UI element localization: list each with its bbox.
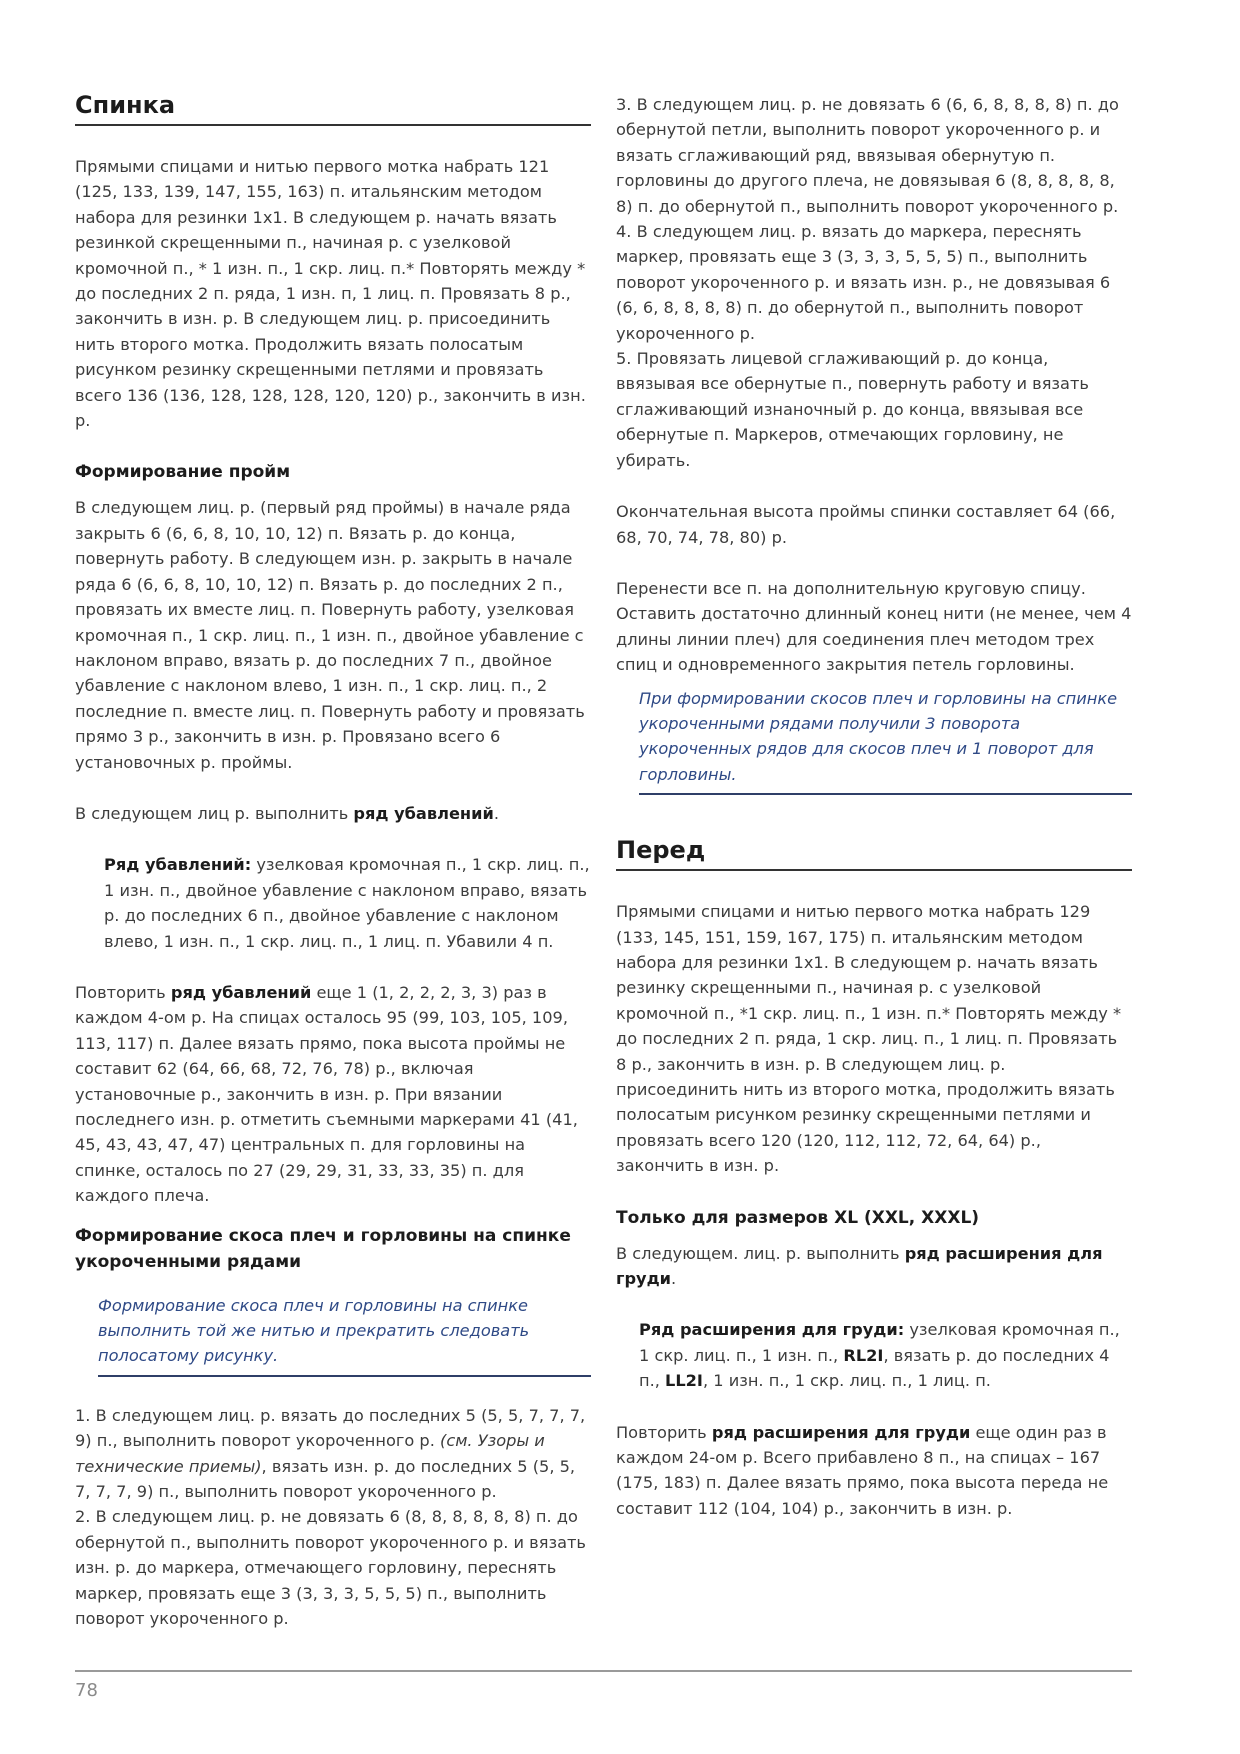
page-number: 78 bbox=[75, 1680, 98, 1701]
increase-row-label: Ряд расширения для груди: bbox=[639, 1320, 905, 1340]
section-title-front: Перед bbox=[616, 833, 1132, 871]
increase-row-definition bbox=[639, 1317, 1132, 1393]
sizes-heading: Только для размеров XL (XXL, XXXL) bbox=[616, 1207, 980, 1228]
back-note bbox=[639, 686, 1132, 796]
section-title-back: Спинка bbox=[75, 88, 591, 126]
increase-intro bbox=[616, 1241, 1132, 1292]
repeat-text-pre: Повторить bbox=[75, 982, 171, 1002]
front-intro-paragraph: Прямыми спицами и нитью первого мотка набрать 129 (133, 145, 151, 159, 167, 175) п. итальянским методом набора для резинки 1х1. В следующем р. начать вязать резинку скрещенными п., начиная р. с узелковой кромочной п., *1 скр. лиц. п., 1 изн. п.* Повторять между * до последних 2 п. ряда, 1 скр. лиц. п., 1 лиц. п. Провязать 8 р., закончить в изн. р. В следующем лиц. р. присоединить нить из второго мотка, продолжить вязать полосатым рисунком резинку скрещенными петлями и провязать всего 120 (120, 112, 112, 72, 64, 64) р., закончить в изн. р. bbox=[616, 902, 1122, 1176]
increase-repeat-paragraph bbox=[616, 1420, 1132, 1522]
repeat-bold: ряд убавлений bbox=[170, 982, 312, 1002]
increase-intro-end: . bbox=[671, 1269, 677, 1289]
repeat-text-post: еще 1 (1, 2, 2, 2, 3, 3) раз в каждом 4-ом р. На спицах осталось 95 (99, 103, 105, 109, 113, 117) п. Далее вязать прямо, пока высота проймы не составит 62 (64, 66, 68, 72, 76, 78) р., включая установочные р., закончить в изн. р. При вязании последнего изн. р. отметить съемными маркерами 41 (41, 45, 43, 43, 47, 47) центральных п. для горловины на спинке, осталось по 27 (29, 29, 31, 33, 33, 35) п. для каждого плеча. bbox=[75, 982, 578, 1206]
decrease-intro-bold: ряд убавлений bbox=[353, 803, 494, 823]
right-column bbox=[616, 92, 1132, 1547]
increase-row-text-3: , 1 изн. п., 1 скр. лиц. п., 1 лиц. п. bbox=[702, 1371, 991, 1391]
decrease-row-text: узелковая кромочная п., 1 скр. лиц. п., 1 изн. п., двойное убавление с наклоном вправо, вязать р. до последних 6 п., двойное убавление с наклоном влево, 1 изн. п., 1 скр. лиц. п., 1 лиц. п. Убавили 4 п. bbox=[104, 855, 590, 951]
step-1-text: 1. В следующем лиц. р. вязать до последних 5 (5, 5, 7, 7, 7, 9) п., выполнить поворот укороченного р. bbox=[75, 1405, 586, 1451]
decrease-intro-end: . bbox=[493, 803, 499, 823]
armhole-paragraph: В следующем лиц. р. (первый ряд проймы) в начале ряда закрыть 6 (6, 6, 8, 10, 10, 12) п. Вязать р. до конца, повернуть работу. В следующем изн. р. закрыть в начале ряда 6 (6, 6, 8, 10, 10, 12) п. Вязать р. до последних 2 п., провязать их вместе лиц. п. Повернуть работу, узелковая кромочная п., 1 скр. лиц. п., 1 изн. п., двойное убавление с наклоном вправо, вязать р. до последних 7 п., двойное убавление с наклоном влево, 1 изн. п., 1 скр. лиц. п., 2 последние п. вместе лиц. п. Повернуть работу и провязать прямо 3 р., закончить в изн. р. Провязано всего 6 установочных р. проймы. bbox=[75, 498, 585, 772]
step-1-reference: (см. Узоры и технические приемы) bbox=[75, 1431, 545, 1476]
decrease-intro bbox=[75, 801, 591, 826]
final-height-paragraph: Окончательная высота проймы спинки составляет 64 (66, 68, 70, 74, 78, 80) р. bbox=[616, 502, 1116, 547]
step-1 bbox=[75, 1403, 591, 1505]
decrease-row-definition bbox=[104, 852, 591, 954]
decrease-repeat-paragraph bbox=[75, 980, 591, 1209]
increase-repeat-bold: ряд расширения для груди bbox=[711, 1422, 971, 1442]
step-4: 4. В следующем лиц. р. вязать до маркера, переснять маркер, провязать еще 3 (3, 3, 3, 5, 5, 5) п., выполнить поворот укороченного р. и вязать изн. р., не довязывая 6 (6, 6, 8, 8, 8, 8) п. до обернутой п., выполнить поворот укороченного р. bbox=[616, 222, 1111, 343]
transfer-paragraph: Перенести все п. на дополнительную круговую спицу. Оставить достаточно длинный конец нити (не менее, чем 4 длины линии плеч) для соединения плеч методом трех спиц и одновременного закрытия петель горловины. bbox=[616, 578, 1132, 675]
step-5: 5. Провязать лицевой сглаживающий р. до конца, ввязывая все обернутые п., повернуть работу и вязать сглаживающий изнаночный р. до конца, ввязывая все обернутые п. Маркеров, отмечающих горловину, не убирать. bbox=[616, 349, 1089, 470]
increase-intro-bold: ряд расширения для груди bbox=[616, 1243, 1103, 1289]
step-3: 3. В следующем лиц. р. не довязать 6 (6, 6, 8, 8, 8, 8) п. до обернутой петли, выполнить поворот укороченного р. и вязать сглаживающий ряд, ввязывая обернутую п. горловины до другого плеча, не довязывая 6 (8, 8, 8, 8, 8, 8) п. до обернутой п., выполнить поворот укороченного р. bbox=[616, 95, 1119, 216]
increase-row-rl2i: RL2I bbox=[843, 1345, 884, 1365]
armhole-heading: Формирование пройм bbox=[75, 462, 291, 483]
decrease-row-label: Ряд убавлений: bbox=[104, 855, 252, 875]
footer-divider bbox=[75, 1670, 1132, 1672]
step-1-text-end: , вязать изн. р. до последних 5 (5, 5, 7, 7, 7, 9) п., выполнить поворот укороченного р. bbox=[75, 1456, 576, 1502]
increase-row-text-1: узелковая кромочная п., 1 скр. лиц. п., 1 изн. п., bbox=[639, 1320, 1120, 1365]
increase-intro-text: В следующем. лиц. р. выполнить bbox=[616, 1243, 905, 1263]
shoulder-note-text: Формирование скоса плеч и горловины на спинке выполнить той же нитью и прекратить следовать полосатому рисунку. bbox=[98, 1295, 530, 1366]
step-2: 2. В следующем лиц. р. не довязать 6 (8, 8, 8, 8, 8, 8) п. до обернутой п., выполнить поворот укороченного р. и вязать изн. р. до маркера, отмечающего горловину, переснять маркер, провязать еще 3 (3, 3, 3, 5, 5, 5) п., выполнить поворот укороченного р. bbox=[75, 1507, 586, 1629]
shoulder-heading: Формирование скоса плеч и горловины на спинке укороченными рядами bbox=[75, 1225, 571, 1272]
back-note-text: При формировании скосов плеч и горловины на спинке укороченными рядами получили 3 поворота укороченных рядов для скосов плеч и 1 поворот для горловины. bbox=[639, 688, 1118, 784]
increase-row-ll2i: LL2I bbox=[665, 1371, 703, 1391]
increase-repeat-post: еще один раз в каждом 24-ом р. Всего прибавлено 8 п., на спицах – 167 (175, 183) п. Далее вязать прямо, пока высота переда не составит 112 (104, 104) р., закончить в изн. р. bbox=[616, 1422, 1109, 1518]
decrease-intro-text: В следующем лиц р. выполнить bbox=[75, 803, 354, 823]
shoulder-note bbox=[98, 1293, 591, 1377]
back-intro-paragraph: Прямыми спицами и нитью первого мотка набрать 121 (125, 133, 139, 147, 155, 163) п. итальянским методом набора для резинки 1х1. В следующем р. начать вязать резинкой скрещенными п., начиная р. с узелковой кромочной п., * 1 изн. п., 1 скр. лиц. п.* Повторять между * до последних 2 п. ряда, 1 изн. п, 1 лиц. п. Провязать 8 р., закончить в изн. р. В следующем лиц. р. присоединить нить второго мотка. Продолжить вязать полосатым рисунком резинку скрещенными петлями и провязать всего 136 (136, 128, 128, 128, 120, 120) р., закончить в изн. р. bbox=[75, 157, 586, 431]
increase-row-text-2: , вязать р. до последних 4 п., bbox=[639, 1345, 1110, 1391]
left-column bbox=[75, 88, 591, 1632]
increase-repeat-pre: Повторить bbox=[616, 1422, 712, 1442]
